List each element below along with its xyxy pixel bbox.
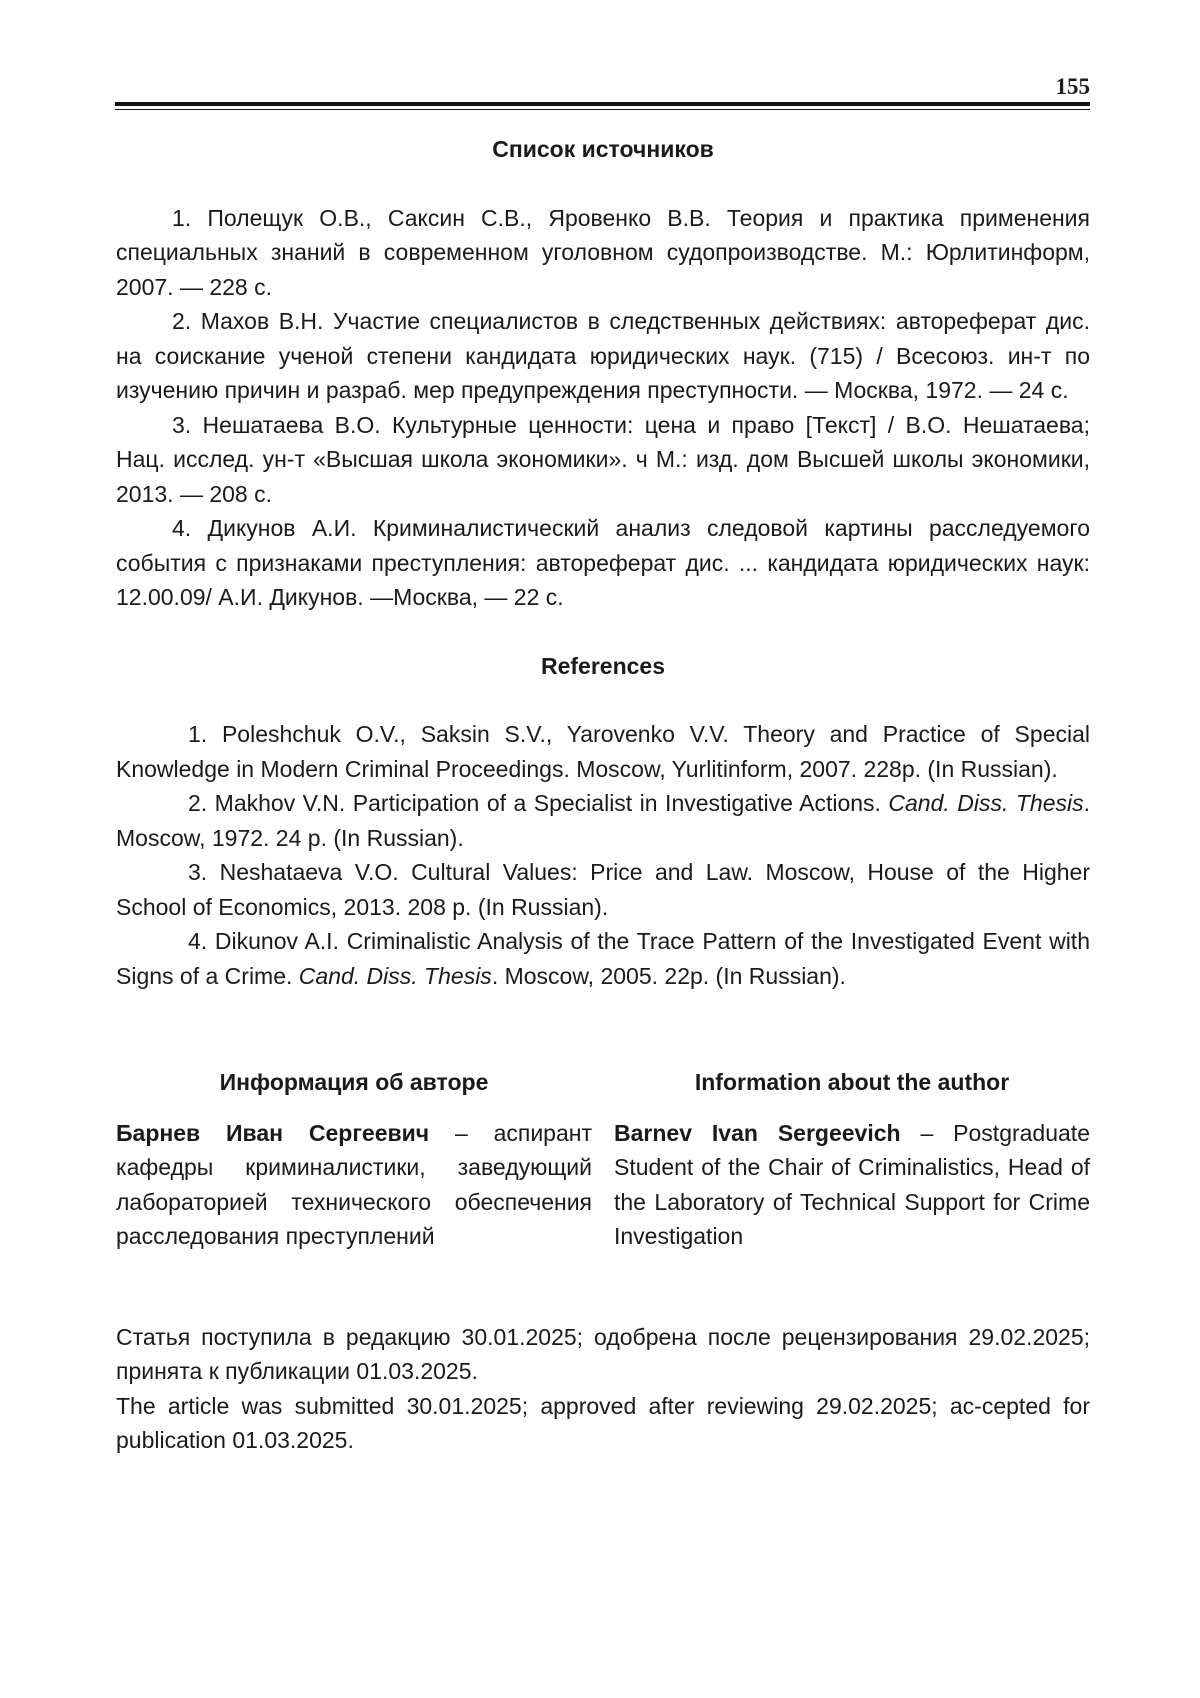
reference-text-end: . Moscow, 2005. 22p. (In Russian). bbox=[491, 962, 846, 989]
reference-italic: Cand. Diss. Thesis bbox=[888, 790, 1084, 816]
author-name-en: Barnev Ivan Sergeevich bbox=[614, 1119, 901, 1146]
author-description-ru: – аспирант кафедры криминалистики, заведующий лабораторией технического обеспечения расследования преступлений bbox=[116, 1119, 592, 1249]
reference-item bbox=[116, 786, 1090, 855]
reference-item bbox=[116, 924, 1090, 993]
sources-list bbox=[116, 201, 1090, 615]
page-content bbox=[116, 132, 1090, 1458]
source-item: 4. Дикунов А.И. Криминалистический анализ следовой картины расследуемого события с признаками преступления: автореферат дис. ... кандидата юридических наук: 12.00.09/ А.И. Дикунов. —Москва, — 22 с. bbox=[116, 515, 1090, 610]
author-info-block bbox=[116, 1065, 1090, 1254]
author-heading-ru: Информация об авторе bbox=[219, 1069, 489, 1095]
article-dates bbox=[116, 1320, 1090, 1458]
header-rule-thin bbox=[115, 109, 1090, 110]
author-heading-en: Information about the author bbox=[694, 1069, 1010, 1095]
source-item: 1. Полещук О.В., Саксин С.В., Яровенко В.В. Теория и практика применения специальных знаний в современном уголовном судопроизводстве. М.: Юрлитинформ, 2007. — 228 с. bbox=[116, 204, 1090, 300]
reference-text: 3. Neshataeva V.O. Cultural Values: Price and Law. Moscow, House of the Higher School of Economics, 2013. 208 p. (In Russian). bbox=[116, 859, 1090, 920]
source-item: 3. Нешатаева В.О. Культурные ценности: цена и право [Текст] / В.О. Нешатаева; Нац. исслед. ун-т «Высшая школа экономики». ч М.: изд. дом Высшей школы экономики, 2013. — 208 с. bbox=[116, 411, 1090, 507]
reference-text-end: . Moscow, 1972. 24 p. (In Russian). bbox=[116, 790, 1090, 851]
author-info-ru bbox=[116, 1065, 592, 1254]
references-list bbox=[116, 717, 1090, 993]
article-dates-en: The article was submitted 30.01.2025; approved after reviewing 29.02.2025; ac-cepted for publication 01.03.2025. bbox=[116, 1392, 1090, 1453]
author-name-ru: Барнев Иван Сергеевич bbox=[116, 1119, 430, 1146]
header-rule-thick bbox=[115, 102, 1090, 106]
references-heading: References bbox=[540, 652, 666, 679]
author-description-en: – Postgraduate Student of the Chair of Criminalistics, Head of the Laboratory of Technical Support for Crime Investigation bbox=[614, 1119, 1090, 1249]
sources-heading: Список источников bbox=[492, 136, 714, 162]
reference-item bbox=[116, 717, 1090, 786]
page-number: 155 bbox=[1055, 74, 1090, 99]
article-dates-ru: Статья поступила в редакцию 30.01.2025; одобрена после рецензирования 29.02.2025; принята к публикации 01.03.2025. bbox=[116, 1323, 1090, 1384]
reference-text: 4. Dikunov A.I. Criminalistic Analysis of the Trace Pattern of the Investigated Event with Signs of a Crime. bbox=[116, 928, 1090, 989]
author-text-en bbox=[614, 1116, 1090, 1254]
reference-text: 1. Poleshchuk O.V., Saksin S.V., Yarovenko V.V. Theory and Practice of Special Knowledge in Modern Criminal Proceedings. Moscow, Yurlitinform, 2007. 228p. (In Russian). bbox=[116, 721, 1090, 782]
reference-item bbox=[116, 855, 1090, 924]
source-item: 2. Махов В.Н. Участие специалистов в следственных действиях: автореферат дис. на соискание ученой степени кандидата юридических наук. (715) / Всесоюз. ин-т по изучению причин и разраб. мер предупреждения преступности. — Москва, 1972. — 24 с. bbox=[116, 308, 1090, 403]
author-info-en bbox=[614, 1065, 1090, 1254]
reference-text: 2. Makhov V.N. Participation of a Specialist in Investigative Actions. bbox=[188, 790, 889, 816]
author-text-ru bbox=[116, 1116, 592, 1254]
reference-italic: Cand. Diss. Thesis bbox=[298, 962, 492, 989]
